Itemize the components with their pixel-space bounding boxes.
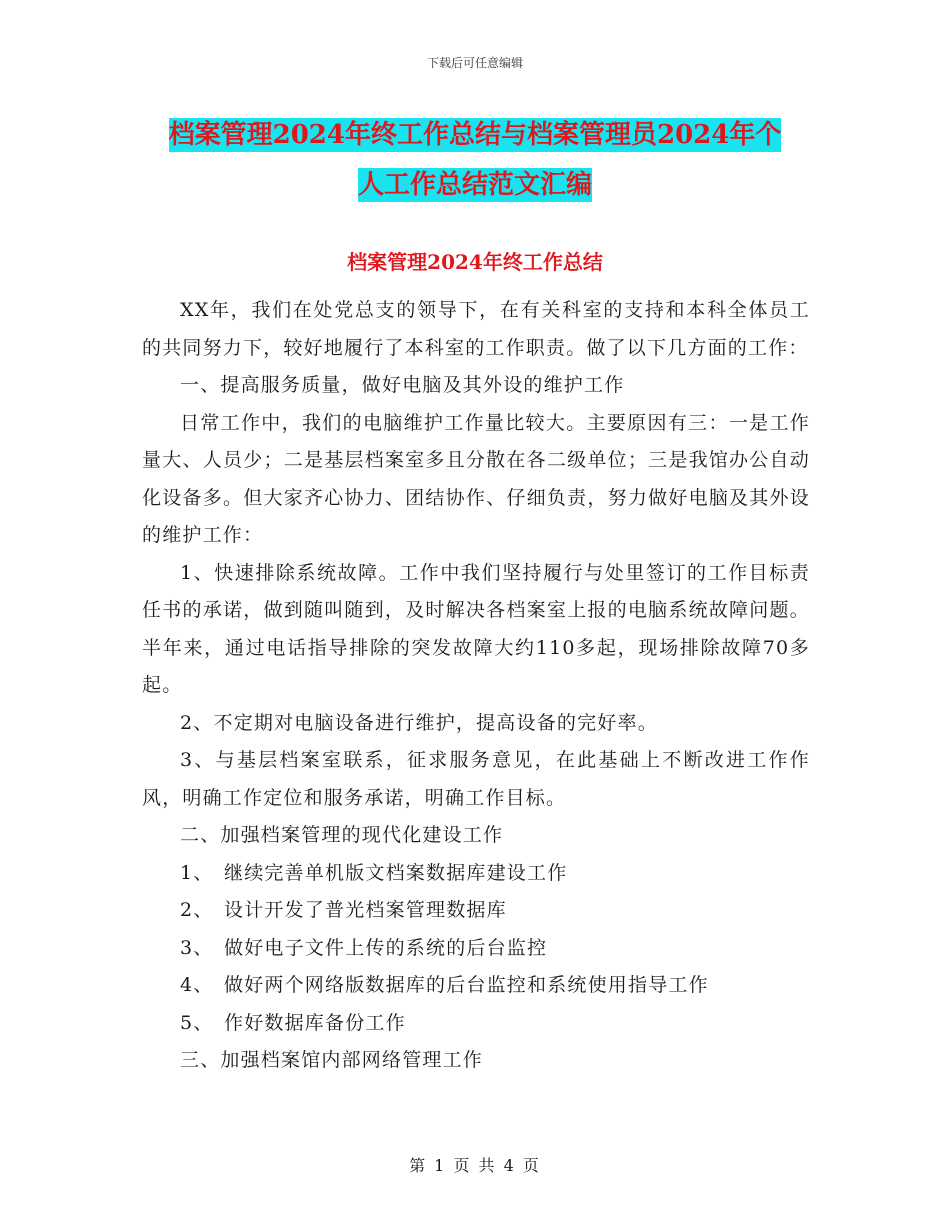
paragraph: 1、快速排除系统故障。工作中我们坚持履行与处里签订的工作目标责任书的承诺，做到随叫随到，及时解决各档案室上报的电脑系统故障问题。半年来，通过电话指导排除的突发故障大约110多起，现场排除故障70多起。 <box>142 561 810 696</box>
list-item-text: 继续完善单机版文档案数据库建设工作 <box>224 861 568 884</box>
list-item <box>142 1005 810 1043</box>
paragraph: 三、加强档案馆内部网络管理工作 <box>180 1049 484 1071</box>
list-item-number: 1、 <box>180 861 214 884</box>
document-body <box>142 292 810 1080</box>
list-item-number: 4、 <box>180 974 214 996</box>
paragraph: 3、与基层档案室联系，征求服务意见，在此基础上不断改进工作作风，明确工作定位和服务承诺，明确工作目标。 <box>142 749 810 809</box>
paragraph: 2、不定期对电脑设备进行维护，提高设备的完好率。 <box>180 711 658 734</box>
list-item-text: 设计开发了普光档案管理数据库 <box>224 899 507 921</box>
list-item-number: 5、 <box>180 1011 214 1034</box>
list-item-text: 作好数据库备份工作 <box>224 1011 406 1034</box>
paragraph: 日常工作中，我们的电脑维护工作量比较大。主要原因有三：一是工作量大、人员少；二是基层档案室多且分散在各二级单位；三是我馆办公自动化设备多。但大家齐心协力、团结协作、仔细负责，努力做好电脑及其外设的维护工作： <box>142 411 810 546</box>
list-item <box>142 930 810 968</box>
list-item <box>142 855 810 893</box>
paragraph: XX年，我们在处党总支的领导下，在有关科室的支持和本科全体员工的共同努力下，较好地履行了本科室的工作职责。做了以下几方面的工作： <box>142 299 810 359</box>
list-item-number: 3、 <box>180 936 214 959</box>
document-title-line-2: 人工作总结范文汇编 <box>357 170 592 200</box>
page-footer: 第 1 页 共 4 页 <box>409 1156 541 1175</box>
list-item-text: 做好两个网络版数据库的后台监控和系统使用指导工作 <box>224 974 709 996</box>
header-note: 下载后可任意编辑 <box>426 56 523 70</box>
document-title-line-1: 档案管理2024年终工作总结与档案管理员2024年个 <box>168 120 782 150</box>
paragraph: 二、加强档案管理的现代化建设工作 <box>180 824 504 846</box>
list-item <box>142 967 810 1005</box>
document-title <box>140 110 810 210</box>
section-title: 档案管理2024年终工作总结 <box>347 250 603 274</box>
list-item <box>142 892 810 930</box>
paragraph: 一、提高服务质量，做好电脑及其外设的维护工作 <box>180 374 625 396</box>
list-item-number: 2、 <box>180 899 214 921</box>
list-item-text: 做好电子文件上传的系统的后台监控 <box>224 936 548 959</box>
